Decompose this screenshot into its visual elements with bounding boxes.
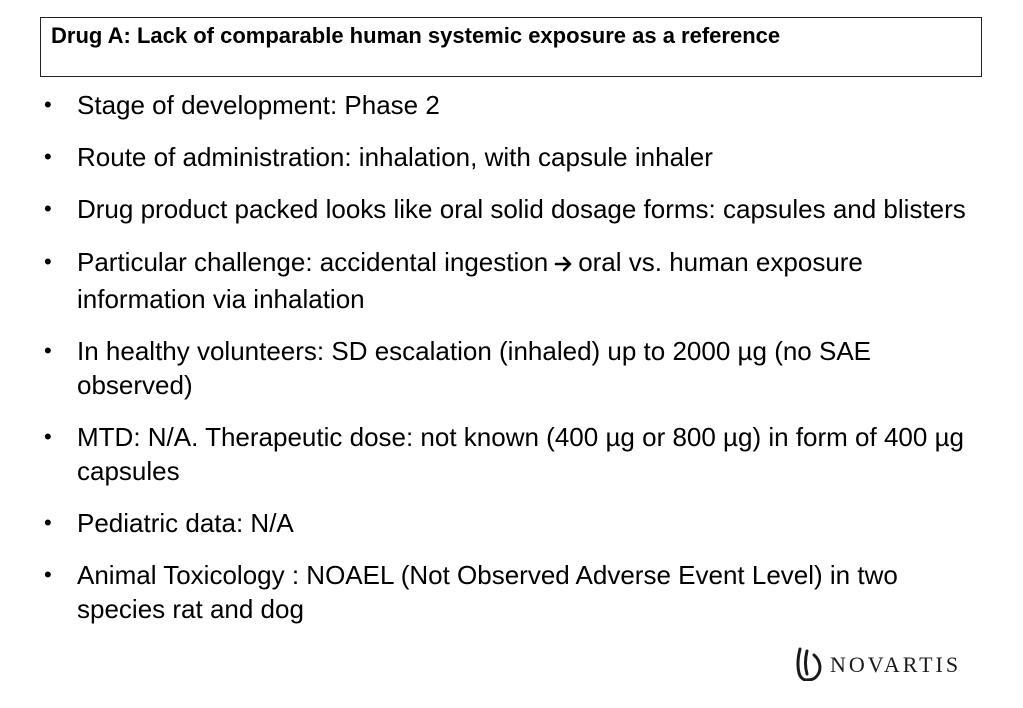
slide-title: Drug A: Lack of comparable human systemic exposure as a reference (51, 23, 781, 48)
bullet-item (44, 140, 974, 174)
bullet-item (44, 506, 974, 540)
novartis-logo (794, 647, 984, 683)
bullet-text-after: oral vs. human exposure information via inhalation (77, 246, 863, 314)
novartis-flame-icon (794, 647, 824, 686)
bullet-icon: • (44, 196, 52, 222)
bullet-item (44, 558, 974, 626)
bullet-text: Stage of development: Phase 2 (77, 90, 440, 120)
bullet-text: Route of administration: inhalation, with capsule inhaler (77, 142, 713, 173)
novartis-wordmark: NOVARTIS (830, 652, 962, 677)
bullet-list (44, 88, 974, 645)
bullet-text-before: Particular challenge: accidental ingestion (77, 246, 549, 277)
bullet-item (44, 192, 974, 226)
bullet-icon: • (44, 510, 52, 536)
title-box (40, 17, 982, 77)
bullet-text: In healthy volunteers: SD escalation (inhaled) up to 2000 µg (no SAE observed) (77, 335, 872, 400)
bullet-icon: • (44, 92, 52, 117)
bullet-item (44, 334, 974, 402)
bullet-text: Pediatric data: N/A (77, 508, 294, 539)
bullet-item (44, 420, 974, 488)
bullet-text: MTD: N/A. Therapeutic dose: not known (400 µg or 800 µg) in form of 400 µg capsules (77, 421, 965, 486)
bullet-item (44, 88, 974, 122)
right-arrow-icon (554, 248, 574, 282)
bullet-text: Drug product packed looks like oral solid dosage forms: capsules and blisters (77, 194, 966, 225)
bullet-icon: • (44, 144, 52, 170)
bullet-icon: • (44, 423, 52, 449)
bullet-icon: • (44, 562, 52, 588)
bullet-text: Animal Toxicology : NOAEL (Not Observed Adverse Event Level) in two species rat and dog (77, 560, 898, 625)
bullet-icon: • (44, 248, 52, 274)
bullet-icon: • (44, 337, 52, 363)
bullet-item (44, 245, 974, 316)
